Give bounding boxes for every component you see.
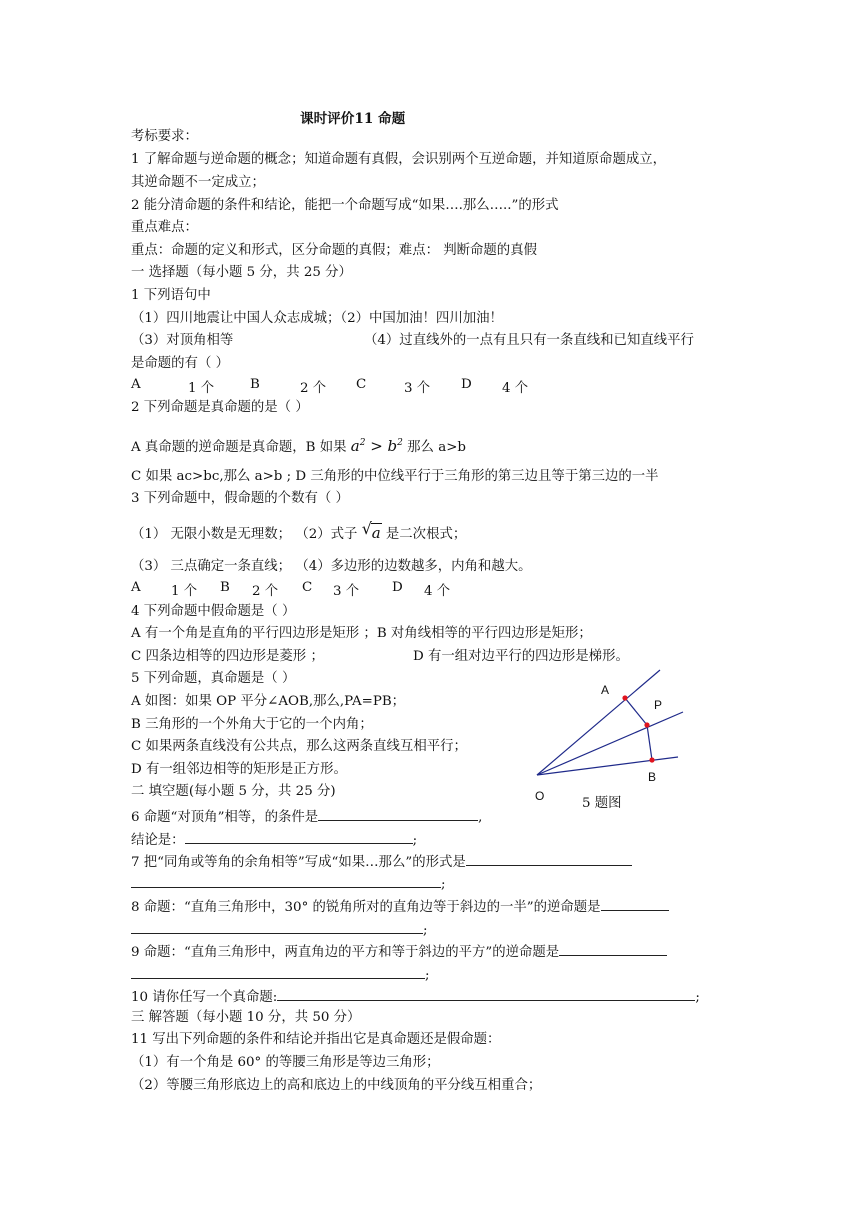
question-stem: 4 下列命题中假命题是（ ） (131, 604, 296, 619)
text-line: C 如果两条直线没有公共点，那么这两条直线互相平行； (131, 739, 467, 754)
option-text: 1 个 (171, 584, 198, 599)
text-line: 1 了解命题与逆命题的概念；知道命题有真假，会识别两个互逆命题，并知道原命题成立， (131, 152, 667, 167)
text-line: （2）等腰三角形底边上的高和底边上的中线顶角的平分线互相重合； (131, 1078, 542, 1093)
text-line: C 如果 ac>bc,那么 a>b ; D 三角形的中位线平行于三角形的第三边且等于第三边的一半 (131, 469, 659, 484)
option-text: 3 个 (333, 584, 360, 599)
text-line: A 如图：如果 OP 平分∠AOB,那么,PA=PB； (131, 694, 406, 709)
text-segment: ; (425, 968, 430, 983)
option-text: 1 个 (188, 381, 215, 396)
text-line (131, 519, 467, 544)
text-segment: 9 命题：“直角三角形中，两直角边的平方和等于斜边的平方”的逆命题是 (131, 945, 560, 960)
text-segment: 7 把“同角或等角的余角相等”写成“如果…那么”的形式是 (131, 855, 466, 870)
point-label-b: B (648, 770, 657, 784)
section-heading: 一 选择题（每小题 5 分，共 25 分） (131, 265, 352, 280)
text-line (131, 896, 669, 917)
option-label: A (131, 377, 141, 392)
option-label: C (356, 377, 367, 392)
text-segment: ; (695, 990, 700, 1005)
text-line (131, 434, 466, 457)
text-segment: A 真命题的逆命题是真命题，B 如果 (131, 440, 347, 455)
option-label: C (302, 580, 313, 595)
text-line: （1）有一个角是 60° 的等腰三角形是等边三角形； (131, 1055, 440, 1070)
ray-op (537, 712, 683, 775)
text-line: 重点难点： (131, 220, 198, 235)
text-line: 重点：命题的定义和形式，区分命题的真假；难点： 判断命题的真假 (131, 243, 537, 258)
answer-blank[interactable] (131, 919, 423, 934)
text-line (131, 806, 482, 827)
text-line: D 有一组邻边相等的矩形是正方形。 (131, 762, 347, 777)
text-line: 其逆命题不一定成立； (131, 175, 265, 190)
text-segment: 那么 a>b (407, 440, 466, 455)
text-line (131, 964, 430, 985)
answer-blank[interactable] (466, 851, 632, 866)
text-line: （4）过直线外的一点有且只有一条直线和已知直线平行 (364, 333, 694, 348)
section-heading: 三 解答题（每小题 10 分，共 50 分） (131, 1010, 361, 1025)
segment-pa (625, 698, 647, 725)
text-line: B 三角形的一个外角大于它的一个内角； (131, 717, 373, 732)
figure-caption: 5 题图 (582, 796, 622, 811)
answer-blank[interactable] (131, 964, 425, 979)
option-label: B (220, 580, 230, 595)
text-line: 考标要求： (131, 129, 198, 144)
text-segment: 是二次根式； (385, 527, 467, 542)
text-line: （3） 三点确定一条直线； （4）多边形的边数越多，内角和越大。 (131, 559, 532, 574)
option-label: D (461, 377, 472, 392)
text-segment: 6 命题“对顶角”相等，的条件是 (131, 810, 319, 825)
question-stem: 2 下列命题是真命题的是（ ） (131, 400, 309, 415)
question-stem: 1 下列语句中 (131, 288, 211, 303)
text-line: （1）四川地震让中国人众志成城；（2）中国加油！四川加油！ (131, 311, 503, 326)
text-segment: ; (441, 877, 446, 892)
point-label-p: P (654, 698, 663, 712)
text-line: A 有一个角是直角的平行四边形是矩形 ；B 对角线相等的平行四边形是矩形； (131, 626, 592, 641)
text-segment: 8 命题：“直角三角形中，30° 的锐角所对的直角边等于斜边的一半”的逆命题是 (131, 900, 601, 915)
text-segment: （1） 无限小数是无理数； （2）式子 (131, 527, 358, 542)
math-expression: $a^2 > b^2$ (350, 437, 403, 455)
answer-blank[interactable] (601, 896, 669, 911)
segment-pb (647, 725, 652, 760)
question-stem: 5 下列命题，真命题是（ ） (131, 671, 296, 686)
point-label-o: O (535, 789, 545, 803)
text-segment: 结论是： (131, 833, 185, 848)
text-segment: ; (412, 833, 418, 848)
option-text: 4 个 (424, 584, 451, 599)
text-line: 2 能分清命题的条件和结论，能把一个命题写成“如果….那么…..”的形式 (131, 198, 559, 213)
ray-ob (537, 757, 678, 775)
answer-blank[interactable] (185, 829, 413, 844)
answer-blank[interactable] (131, 873, 441, 888)
question-stem: 11 写出下列命题的条件和结论并指出它是真命题还是假命题： (131, 1032, 501, 1047)
text-line: 是命题的有（ ） (131, 356, 229, 371)
text-line (131, 851, 632, 872)
option-label: D (392, 580, 403, 595)
option-label: A (131, 580, 141, 595)
option-text: 2 个 (252, 584, 279, 599)
option-label: B (250, 377, 260, 392)
text-segment: ; (423, 923, 428, 938)
answer-blank[interactable] (318, 806, 478, 821)
answer-blank[interactable] (277, 986, 695, 1001)
point-b-marker (649, 757, 654, 762)
text-line (131, 873, 446, 894)
text-line (131, 986, 700, 1007)
text-segment: 10 请你任写一个真命题: (131, 990, 278, 1005)
section-heading: 二 填空题(每小题 5 分，共 25 分) (131, 784, 336, 799)
answer-blank[interactable] (559, 941, 667, 956)
option-text: 3 个 (404, 381, 431, 396)
point-p-marker (644, 722, 649, 727)
point-a-marker (622, 695, 627, 700)
text-segment: , (478, 810, 483, 825)
question-stem: 3 下列命题中，假命题的个数有（ ） (131, 491, 349, 506)
option-text: 2 个 (300, 381, 327, 396)
point-label-a: A (601, 683, 610, 697)
text-line (131, 919, 428, 940)
text-line: D 有一组对边平行的四边形是梯形。 (413, 649, 629, 664)
ray-oa (537, 670, 663, 775)
page-title: 课时评价11 命题 (300, 111, 406, 127)
sqrt-expression: √ a (361, 519, 381, 542)
text-line: C 四条边相等的四边形是菱形 ； (131, 649, 324, 664)
text-line (131, 829, 417, 850)
option-text: 4 个 (502, 381, 529, 396)
text-line: （3）对顶角相等 (131, 333, 234, 348)
text-line (131, 941, 667, 962)
